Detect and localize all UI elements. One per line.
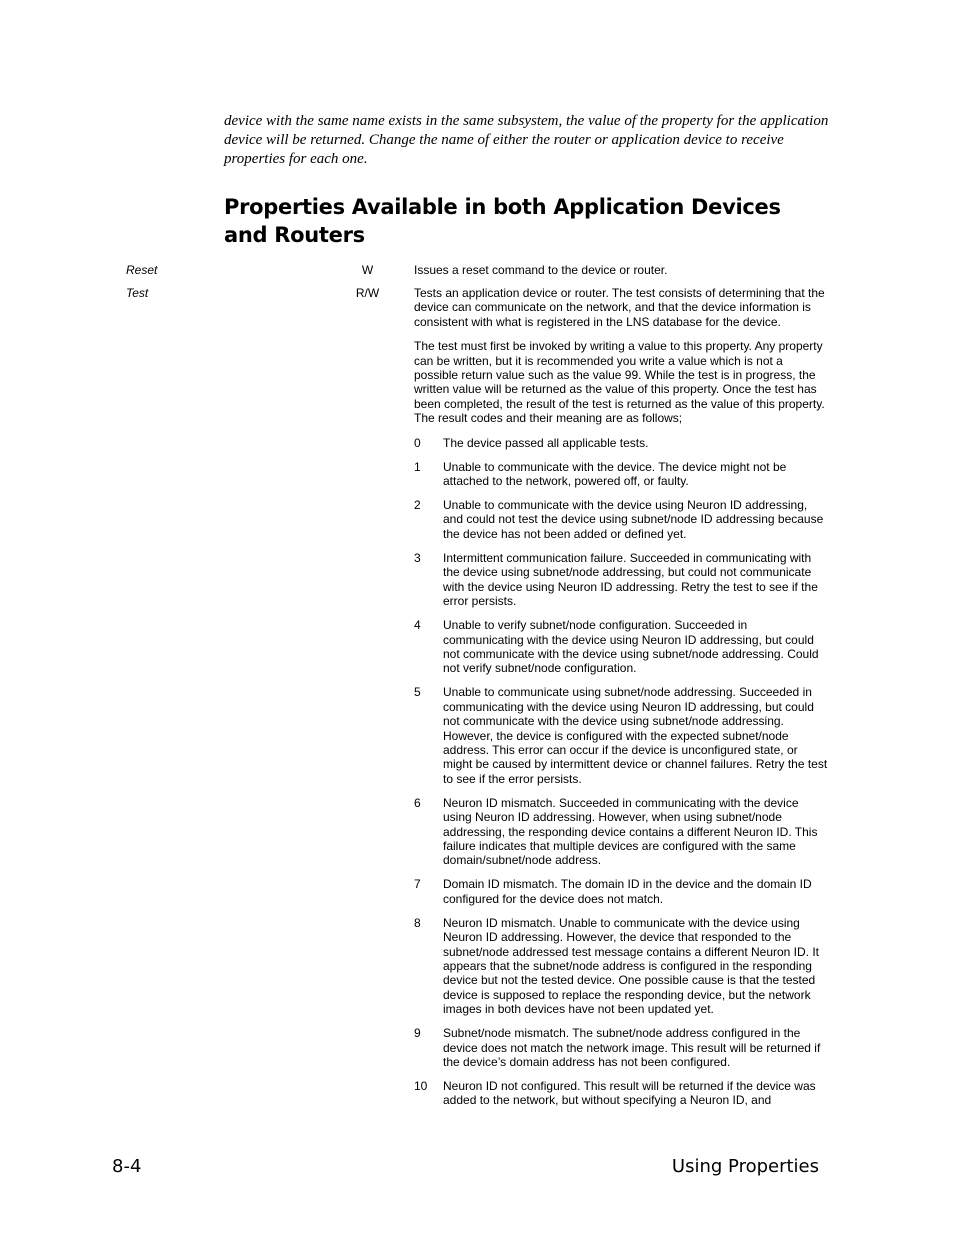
result-code-text: Unable to communicate with the device. The device might not be attached to the network, powered off, or faulty. bbox=[443, 459, 787, 489]
result-code-number: 6 bbox=[414, 795, 421, 810]
property-name: Reset bbox=[126, 263, 158, 277]
result-code-item bbox=[414, 498, 829, 541]
result-code-text: Neuron ID not configured. This result will be returned if the device was added to the network, but without specifying a Neuron ID, and bbox=[443, 1079, 816, 1108]
result-code-text: Neuron ID mismatch. Succeeded in communicating with the device using Neuron ID addressing. However, when using subnet/node addressing, the responding device contains a different Neuron ID. This failure indicates that multiple devices are configured with the same domain/subnet/node address. bbox=[443, 795, 818, 868]
property-name: Test bbox=[126, 286, 149, 300]
result-code-item bbox=[414, 796, 829, 868]
result-code-text: Domain ID mismatch. The domain ID in the device and the domain ID configured for the device does not match. bbox=[443, 877, 812, 906]
result-code-text: Unable to communicate using subnet/node addressing. Succeeded in communicating with the device using Neuron ID addressing, but could not communicate with the device using subnet/node addressing. However, the device is configured with the expected subnet/node address. This error can occur if the device is unconfigured state, or might be caused by intermittent device or channel failures. Retry the test to see if the error persists. bbox=[443, 685, 828, 786]
result-code-number: 10 bbox=[414, 1079, 428, 1094]
property-description-block bbox=[414, 286, 829, 1117]
result-code-text: Unable to communicate with the device using Neuron ID addressing, and could not test the device using subnet/node ID addressing because the device has not been added or defined yet. bbox=[443, 498, 824, 541]
chapter-title: Using Properties bbox=[671, 1156, 819, 1177]
result-code-item bbox=[414, 618, 829, 676]
result-code-item bbox=[414, 877, 829, 906]
page-number: 8-4 bbox=[112, 1156, 142, 1177]
result-code-text: Neuron ID mismatch. Unable to communicate with the device using Neuron ID addressing. However, the device that responded to the subnet/node addressed test message contains a different Neuron ID. It appears that the subnet/node address is configured in the responding device but not the tested device. One possible cause is that the tested device is supposed to replace the responding device, but the network images in both devices have not been updated yet. bbox=[443, 915, 820, 1017]
result-code-number: 5 bbox=[414, 685, 421, 700]
property-description: Tests an application device or router. The test consists of determining that the device can communicate on the network, and that the device information is consistent with what is registered in the LNS database for the device. bbox=[414, 286, 825, 329]
result-code-item bbox=[414, 460, 829, 489]
result-code-item bbox=[414, 1026, 829, 1069]
result-code-number: 3 bbox=[414, 550, 421, 565]
section-title: Properties Available in both Application Devices and Routers bbox=[224, 195, 781, 247]
result-code-item bbox=[414, 551, 829, 609]
result-code-text: Intermittent communication failure. Succeeded in communicating with the device using subnet/node addressing, but could not communicate with the device using Neuron ID addressing. Retry the test to see if the error persists. bbox=[443, 550, 818, 609]
result-code-number: 9 bbox=[414, 1026, 421, 1041]
result-code-number: 1 bbox=[414, 459, 421, 474]
result-code-item bbox=[414, 1079, 829, 1108]
intro-paragraph: device with the same name exists in the same subsystem, the value of the property for the application device will be returned. Change the name of either the router or application device to receive properties for each one. bbox=[224, 113, 829, 167]
result-code-text: The device passed all applicable tests. bbox=[443, 435, 649, 450]
property-description: Issues a reset command to the device or router. bbox=[414, 263, 668, 277]
result-code-number: 2 bbox=[414, 498, 421, 513]
result-code-number: 0 bbox=[414, 435, 421, 450]
property-access: R/W bbox=[355, 286, 380, 300]
property-description-detail: The test must first be invoked by writing a value to this property. Any property can be written, but it is recommended you write a value which is not a possible return value such as the value 99. While the test is in progress, the written value will be returned as the value of this property. Once the test has been completed, the result of the test is returned as the value of this property. The result codes and their meaning are as follows; bbox=[414, 339, 825, 426]
result-code-text: Subnet/node mismatch. The subnet/node address configured in the device does not match the network image. This result will be returned if the device’s domain address has not been configured. bbox=[443, 1026, 821, 1070]
result-code-number: 4 bbox=[414, 618, 421, 633]
result-code-number: 7 bbox=[414, 877, 421, 892]
result-code-text: Unable to verify subnet/node configuration. Succeeded in communicating with the device using Neuron ID addressing, but could not communicate with the device using subnet/node addressing. Could not verify subnet/node configuration. bbox=[443, 618, 819, 676]
result-code-item bbox=[414, 916, 829, 1017]
result-code-item bbox=[414, 436, 829, 450]
result-code-item bbox=[414, 685, 829, 786]
result-code-number: 8 bbox=[414, 915, 421, 930]
property-access: W bbox=[361, 263, 374, 277]
result-code-list bbox=[414, 436, 829, 1108]
